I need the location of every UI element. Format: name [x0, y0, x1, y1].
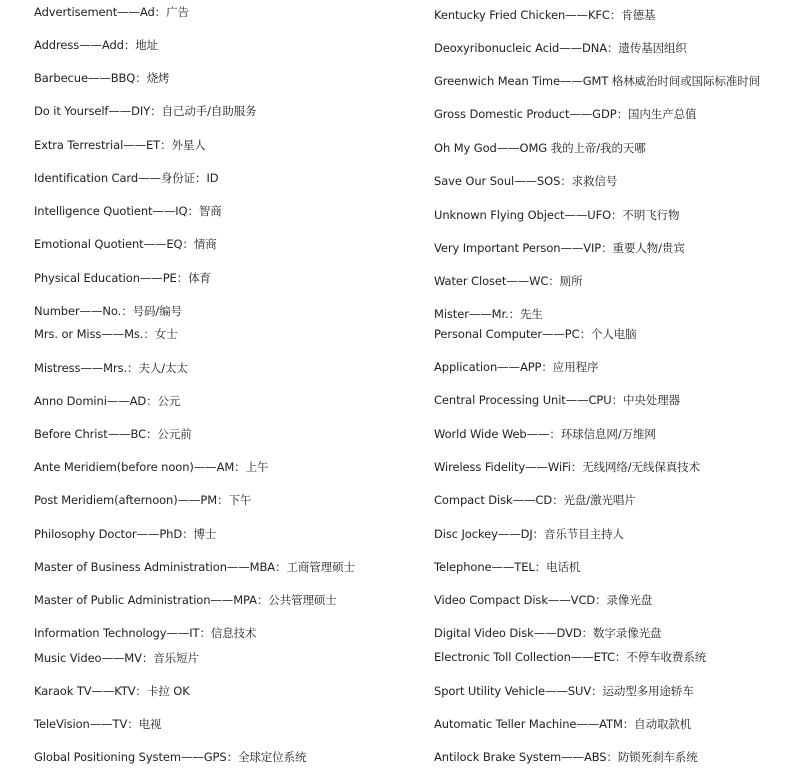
abbreviation-entry: Central Processing Unit——CPU：中央处理器: [434, 393, 680, 407]
abbreviation-entry: Automatic Teller Machine——ATM：自动取款机: [434, 717, 692, 731]
abbreviation-entry: Ante Meridiem(before noon)——AM：上午: [34, 460, 269, 474]
abbreviation-entry: Kentucky Fried Chicken——KFC：肯德基: [434, 8, 656, 22]
abbreviation-entry: Digital Video Disk——DVD：数字录像光盘: [434, 626, 662, 640]
abbreviation-entry: Physical Education——PE：体育: [34, 271, 211, 285]
abbreviation-entry: Video Compact Disk——VCD：录像光盘: [434, 593, 653, 607]
abbreviation-entry: Mistress——Mrs.：夫人/太太: [34, 361, 188, 375]
abbreviation-entry: Unknown Flying Object——UFO：不明飞行物: [434, 208, 680, 222]
abbreviation-entry: Do it Yourself——DIY：自己动手/自助服务: [34, 104, 257, 118]
abbreviation-entry: Identification Card——身份证：ID: [34, 171, 219, 185]
abbreviation-entry: Post Meridiem(afternoon)——PM：下午: [34, 493, 252, 507]
abbreviation-entry: Karaok TV——KTV：卡拉 OK: [34, 684, 190, 698]
abbreviation-entry: Sport Utility Vehicle——SUV：运动型多用途轿车: [434, 684, 694, 698]
abbreviation-entry: Master of Public Administration——MPA：公共管理硕士: [34, 593, 337, 607]
abbreviation-entry: Oh My God——OMG 我的上帝/我的天哪: [434, 141, 646, 155]
abbreviation-entry: Advertisement——Ad：广告: [34, 5, 189, 19]
abbreviation-entry: Gross Domestic Product——GDP：国内生产总值: [434, 107, 697, 121]
abbreviation-entry: Disc Jockey——DJ：音乐节目主持人: [434, 527, 624, 541]
abbreviation-entry: Emotional Quotient——EQ：情商: [34, 237, 217, 251]
abbreviation-entry: Greenwich Mean Time——GMT 格林威治时间或国际标准时间: [434, 74, 761, 88]
abbreviation-entry: Global Positioning System——GPS：全球定位系统: [34, 750, 307, 764]
abbreviation-entry: TeleVision——TV：电视: [34, 717, 162, 731]
abbreviation-entry: Barbecue——BBQ：烧烤: [34, 71, 170, 85]
abbreviation-entry: Mister——Mr.：先生: [434, 307, 543, 321]
abbreviation-entry: Number——No.：号码/编号: [34, 304, 182, 318]
abbreviation-entry: Information Technology——IT：信息技术: [34, 626, 257, 640]
abbreviation-entry: Personal Computer——PC：个人电脑: [434, 327, 637, 341]
abbreviation-entry: Save Our Soul——SOS：求救信号: [434, 174, 618, 188]
abbreviation-entry: Compact Disk——CD：光盘/激光唱片: [434, 493, 636, 507]
abbreviation-entry: Anno Domini——AD：公元: [34, 394, 181, 408]
abbreviation-entry: Before Christ——BC：公元前: [34, 427, 192, 441]
abbreviation-entry: Application——APP：应用程序: [434, 360, 599, 374]
abbreviation-entry: Wireless Fidelity——WiFi：无线网络/无线保真技术: [434, 460, 700, 474]
abbreviation-entry: Intelligence Quotient——IQ：智商: [34, 204, 222, 218]
abbreviation-entry: Address——Add：地址: [34, 38, 159, 52]
abbreviation-entry: Mrs. or Miss——Ms.：女士: [34, 327, 178, 341]
abbreviation-entry: Philosophy Doctor——PhD：博士: [34, 527, 217, 541]
abbreviation-entry: Music Video——MV：音乐短片: [34, 651, 199, 665]
abbreviation-entry: Very Important Person——VIP：重要人物/贵宾: [434, 241, 685, 255]
abbreviation-entry: Deoxyribonucleic Acid——DNA：遗传基因组织: [434, 41, 687, 55]
abbreviation-entry: Electronic Toll Collection——ETC：不停车收费系统: [434, 650, 707, 664]
abbreviation-entry: Master of Business Administration——MBA：工商管理硕士: [34, 560, 355, 574]
abbreviation-entry: World Wide Web——：环球信息网/万维网: [434, 427, 656, 441]
abbreviation-entry: Extra Terrestrial——ET：外星人: [34, 138, 206, 152]
abbreviation-entry: Water Closet——WC：厕所: [434, 274, 583, 288]
abbreviation-entry: Antilock Brake System——ABS：防锁死刹车系统: [434, 750, 698, 764]
abbreviation-entry: Telephone——TEL：电话机: [434, 560, 581, 574]
